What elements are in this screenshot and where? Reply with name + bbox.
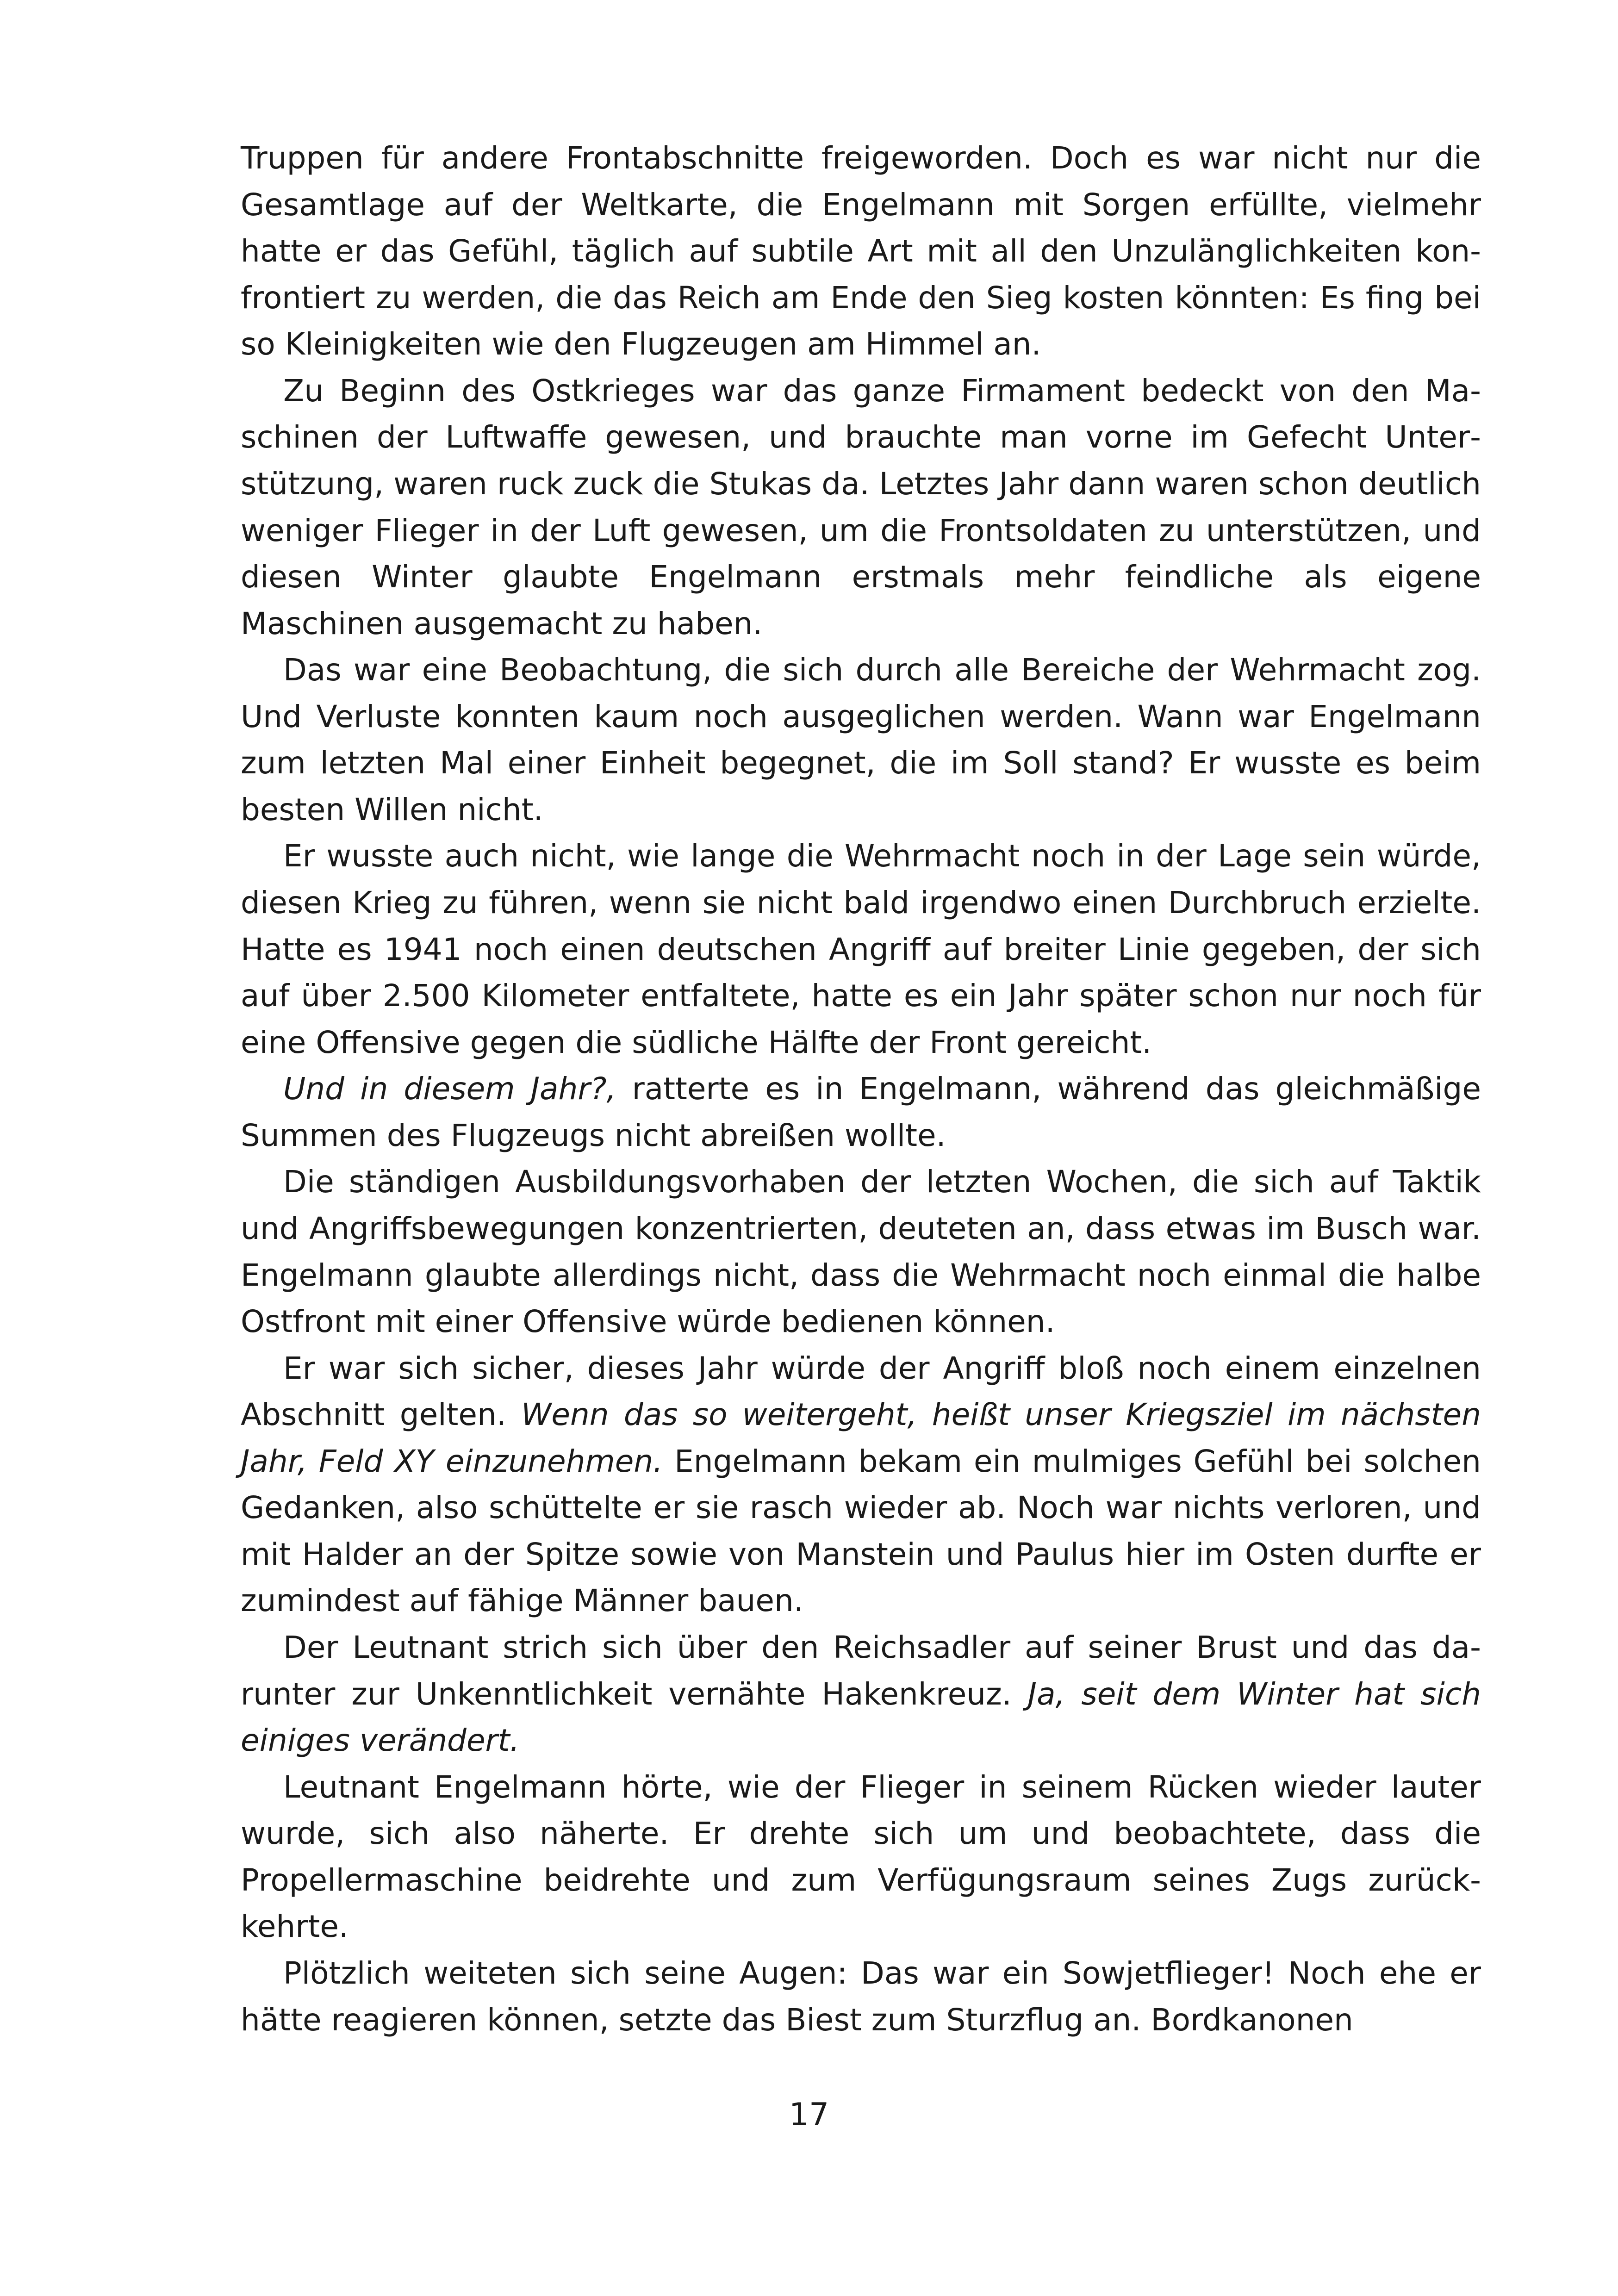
italic-thought: Und in diesem Jahr?, xyxy=(283,1071,616,1107)
page-number: 17 xyxy=(789,2097,829,2133)
text-segment: Zu Beginn des Ostkrieges war das ganze Firmament bedeckt von den Maschinen der Luftwaffe gewesen, und brauchte man vorne im Gefecht Unterstützung, waren ruck zuck die Stukas da. Letztes Jahr dann waren schon deutlich weniger Flieger in der Luft gewesen, um die Frontsoldaten zu unterstützen, und diesen Winter glaubte Engelmann erstmals mehr feindliche als eigene Maschinen ausgemacht zu haben. xyxy=(241,373,1481,641)
text-segment: ratterte es in Engelmann, während das gleichmäßige Summen des Flugzeugs nicht abreißen wollte. xyxy=(241,1071,1481,1153)
text-segment: Der Leutnant strich sich über den Reichsadler auf seiner Brust und das darunter zur Unkenntlichkeit vernähte Hakenkreuz. xyxy=(241,1630,1481,1712)
paragraph xyxy=(241,368,1481,647)
text-segment: Engelmann bekam ein mulmiges Gefühl bei solchen Gedanken, also schüttelte er sie rasch wieder ab. Noch war nichts verloren, und mit Halder an der Spitze sowie von Manstein und Paulus hier im Osten durfte er zumindest auf fähige Männer bauen. xyxy=(241,1443,1481,1619)
paragraph xyxy=(241,833,1481,1066)
paragraph xyxy=(241,1345,1481,1624)
paragraph xyxy=(241,1764,1481,1950)
text-segment: Truppen für andere Frontabschnitte freigeworden. Doch es war nicht nur die Gesamtlage auf der Weltkarte, die Engelmann mit Sorgen erfüllte, vielmehr hatte er das Gefühl, täglich auf subtile Art mit all den Unzulänglichkeiten konfrontiert zu werden, die das Reich am Ende den Sieg kosten könnten: Es fing bei so Kleinigkeiten wie den Flugzeugen am Himmel an. xyxy=(241,140,1481,362)
text-segment: Leutnant Engelmann hörte, wie der Flieger in seinem Rücken wieder lauter wurde, sich also näherte. Er drehte sich um und beobachtete, dass die Propellermaschine beidrehte und zum Verfügungsraum seines Zugs zurückkehrte. xyxy=(241,1769,1481,1945)
text-segment: Plötzlich weiteten sich seine Augen: Das war ein Sowjetflieger! Noch ehe er hätte reagieren können, setzte das Biest zum Sturzflug an. Bordkanonen xyxy=(241,1955,1481,2038)
body-text xyxy=(241,135,1481,2043)
paragraph xyxy=(241,1159,1481,1345)
text-segment: Er wusste auch nicht, wie lange die Wehrmacht noch in der Lage sein würde, diesen Krieg zu führen, wenn sie nicht bald irgendwo einen Durchbruch erzielte. Hatte es 1941 noch einen deutschen Angriff auf breiter Linie gegeben, der sich auf über 2.500 Kilometer entfaltete, hatte es ein Jahr später schon nur noch für eine Offensive gegen die südliche Hälfte der Front gereicht. xyxy=(241,838,1481,1060)
paragraph xyxy=(241,1066,1481,1159)
paragraph xyxy=(241,135,1481,368)
paragraph xyxy=(241,1624,1481,1764)
text-segment: Er war sich sicher, dieses Jahr würde der Angriff bloß noch einem einzelnen Abschnitt gelten. xyxy=(241,1350,1481,1433)
text-segment: Die ständigen Ausbildungsvorhaben der letzten Wochen, die sich auf Taktik und Angriffsbewegungen konzentrierten, deuteten an, dass etwas im Busch war. Engelmann glaubte allerdings nicht, dass die Wehrmacht noch einmal die halbe Ostfront mit einer Offensive würde bedienen können. xyxy=(241,1164,1481,1340)
text-segment: Das war eine Beobachtung, die sich durch alle Bereiche der Wehrmacht zog. Und Verluste konnten kaum noch ausgeglichen werden. Wann war Engelmann zum letzten Mal einer Einheit begegnet, die im Soll stand? Er wusste es beim besten Willen nicht. xyxy=(241,652,1481,828)
italic-thought: Wenn das so weitergeht, heißt unser Kriegsziel im nächsten Jahr, Feld XY einzunehmen. xyxy=(241,1397,1481,1479)
paragraph xyxy=(241,1950,1481,2043)
paragraph xyxy=(241,647,1481,833)
italic-thought: Ja, seit dem Winter hat sich einiges verändert. xyxy=(241,1676,1481,1759)
